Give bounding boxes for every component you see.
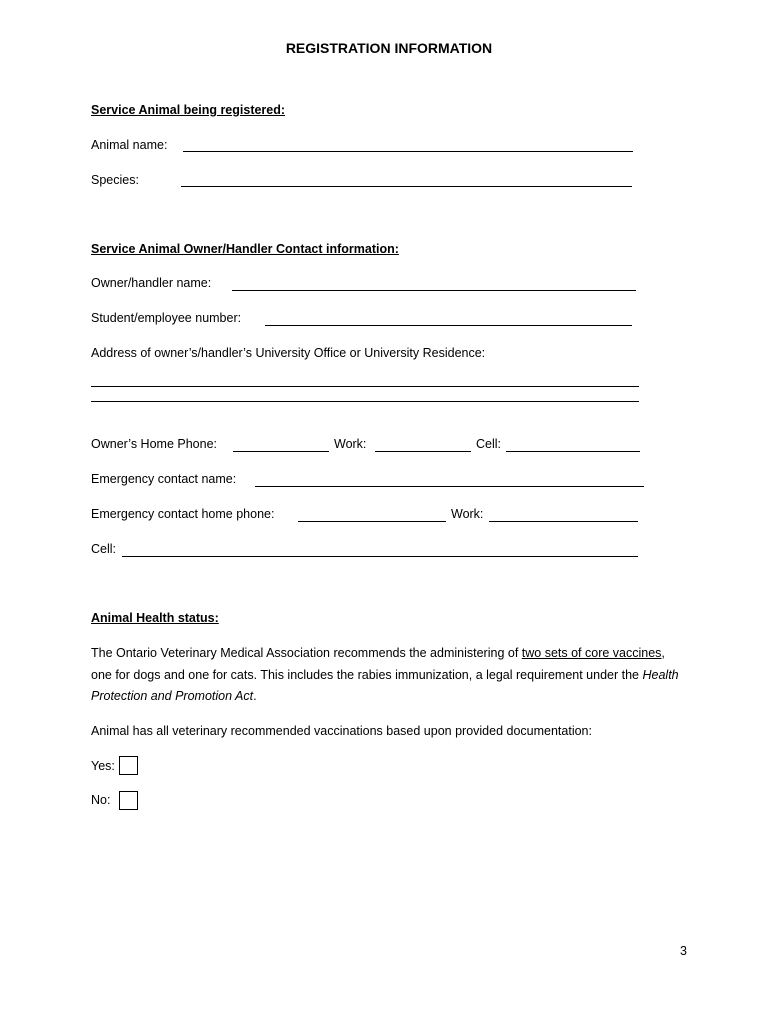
yes-label: Yes: (91, 759, 115, 773)
health-paragraph-text-1: The Ontario Veterinary Medical Association recommends the administering of (91, 646, 522, 660)
act-name: Health Protection and Promotion Act (91, 667, 679, 703)
vaccination-question: Animal has all veterinary recommended vaccinations based upon provided documentation: (91, 724, 592, 738)
work-phone-label: Work: (334, 437, 367, 451)
cell-phone-field[interactable] (506, 451, 640, 452)
no-checkbox[interactable] (119, 791, 138, 810)
address-field-line-1[interactable] (91, 386, 639, 387)
health-paragraph-text-2: , one for dogs and one for cats. This includes the rabies immunization, a legal requirement under the (91, 646, 665, 682)
health-section-heading: Animal Health status: (91, 611, 219, 625)
student-number-label: Student/employee number: (91, 311, 242, 325)
emergency-name-field[interactable] (255, 486, 644, 487)
cell-phone-label: Cell: (476, 437, 502, 451)
health-paragraph (91, 643, 681, 708)
no-label: No: (91, 793, 111, 807)
emergency-work-field[interactable] (489, 521, 638, 522)
address-field-line-2[interactable] (91, 401, 639, 402)
home-phone-label: Owner’s Home Phone: (91, 437, 217, 451)
owner-section-heading: Service Animal Owner/Handler Contact information: (91, 242, 399, 256)
yes-checkbox[interactable] (119, 756, 138, 775)
emergency-home-phone-label: Emergency contact home phone: (91, 507, 275, 521)
emergency-name-label: Emergency contact name: (91, 472, 237, 486)
page-number: 3 (680, 944, 687, 958)
emergency-work-label: Work: (451, 507, 484, 521)
page-title: REGISTRATION INFORMATION (285, 40, 493, 56)
emergency-home-phone-field[interactable] (298, 521, 446, 522)
health-paragraph-end: . (253, 689, 257, 703)
work-phone-field[interactable] (375, 451, 471, 452)
animal-name-field[interactable] (183, 151, 633, 152)
owner-name-label: Owner/handler name: (91, 276, 212, 290)
core-vaccines-text: two sets of core vaccines (521, 646, 662, 660)
emergency-cell-label: Cell: (91, 542, 117, 556)
student-number-field[interactable] (265, 325, 632, 326)
owner-name-field[interactable] (232, 290, 636, 291)
animal-name-label: Animal name: (91, 138, 168, 152)
home-phone-field[interactable] (233, 451, 329, 452)
species-field[interactable] (181, 186, 632, 187)
animal-section-heading: Service Animal being registered: (91, 103, 286, 117)
emergency-cell-field[interactable] (122, 556, 638, 557)
species-label: Species: (91, 173, 139, 187)
address-label: Address of owner’s/handler’s University Office or University Residence: (91, 346, 486, 360)
